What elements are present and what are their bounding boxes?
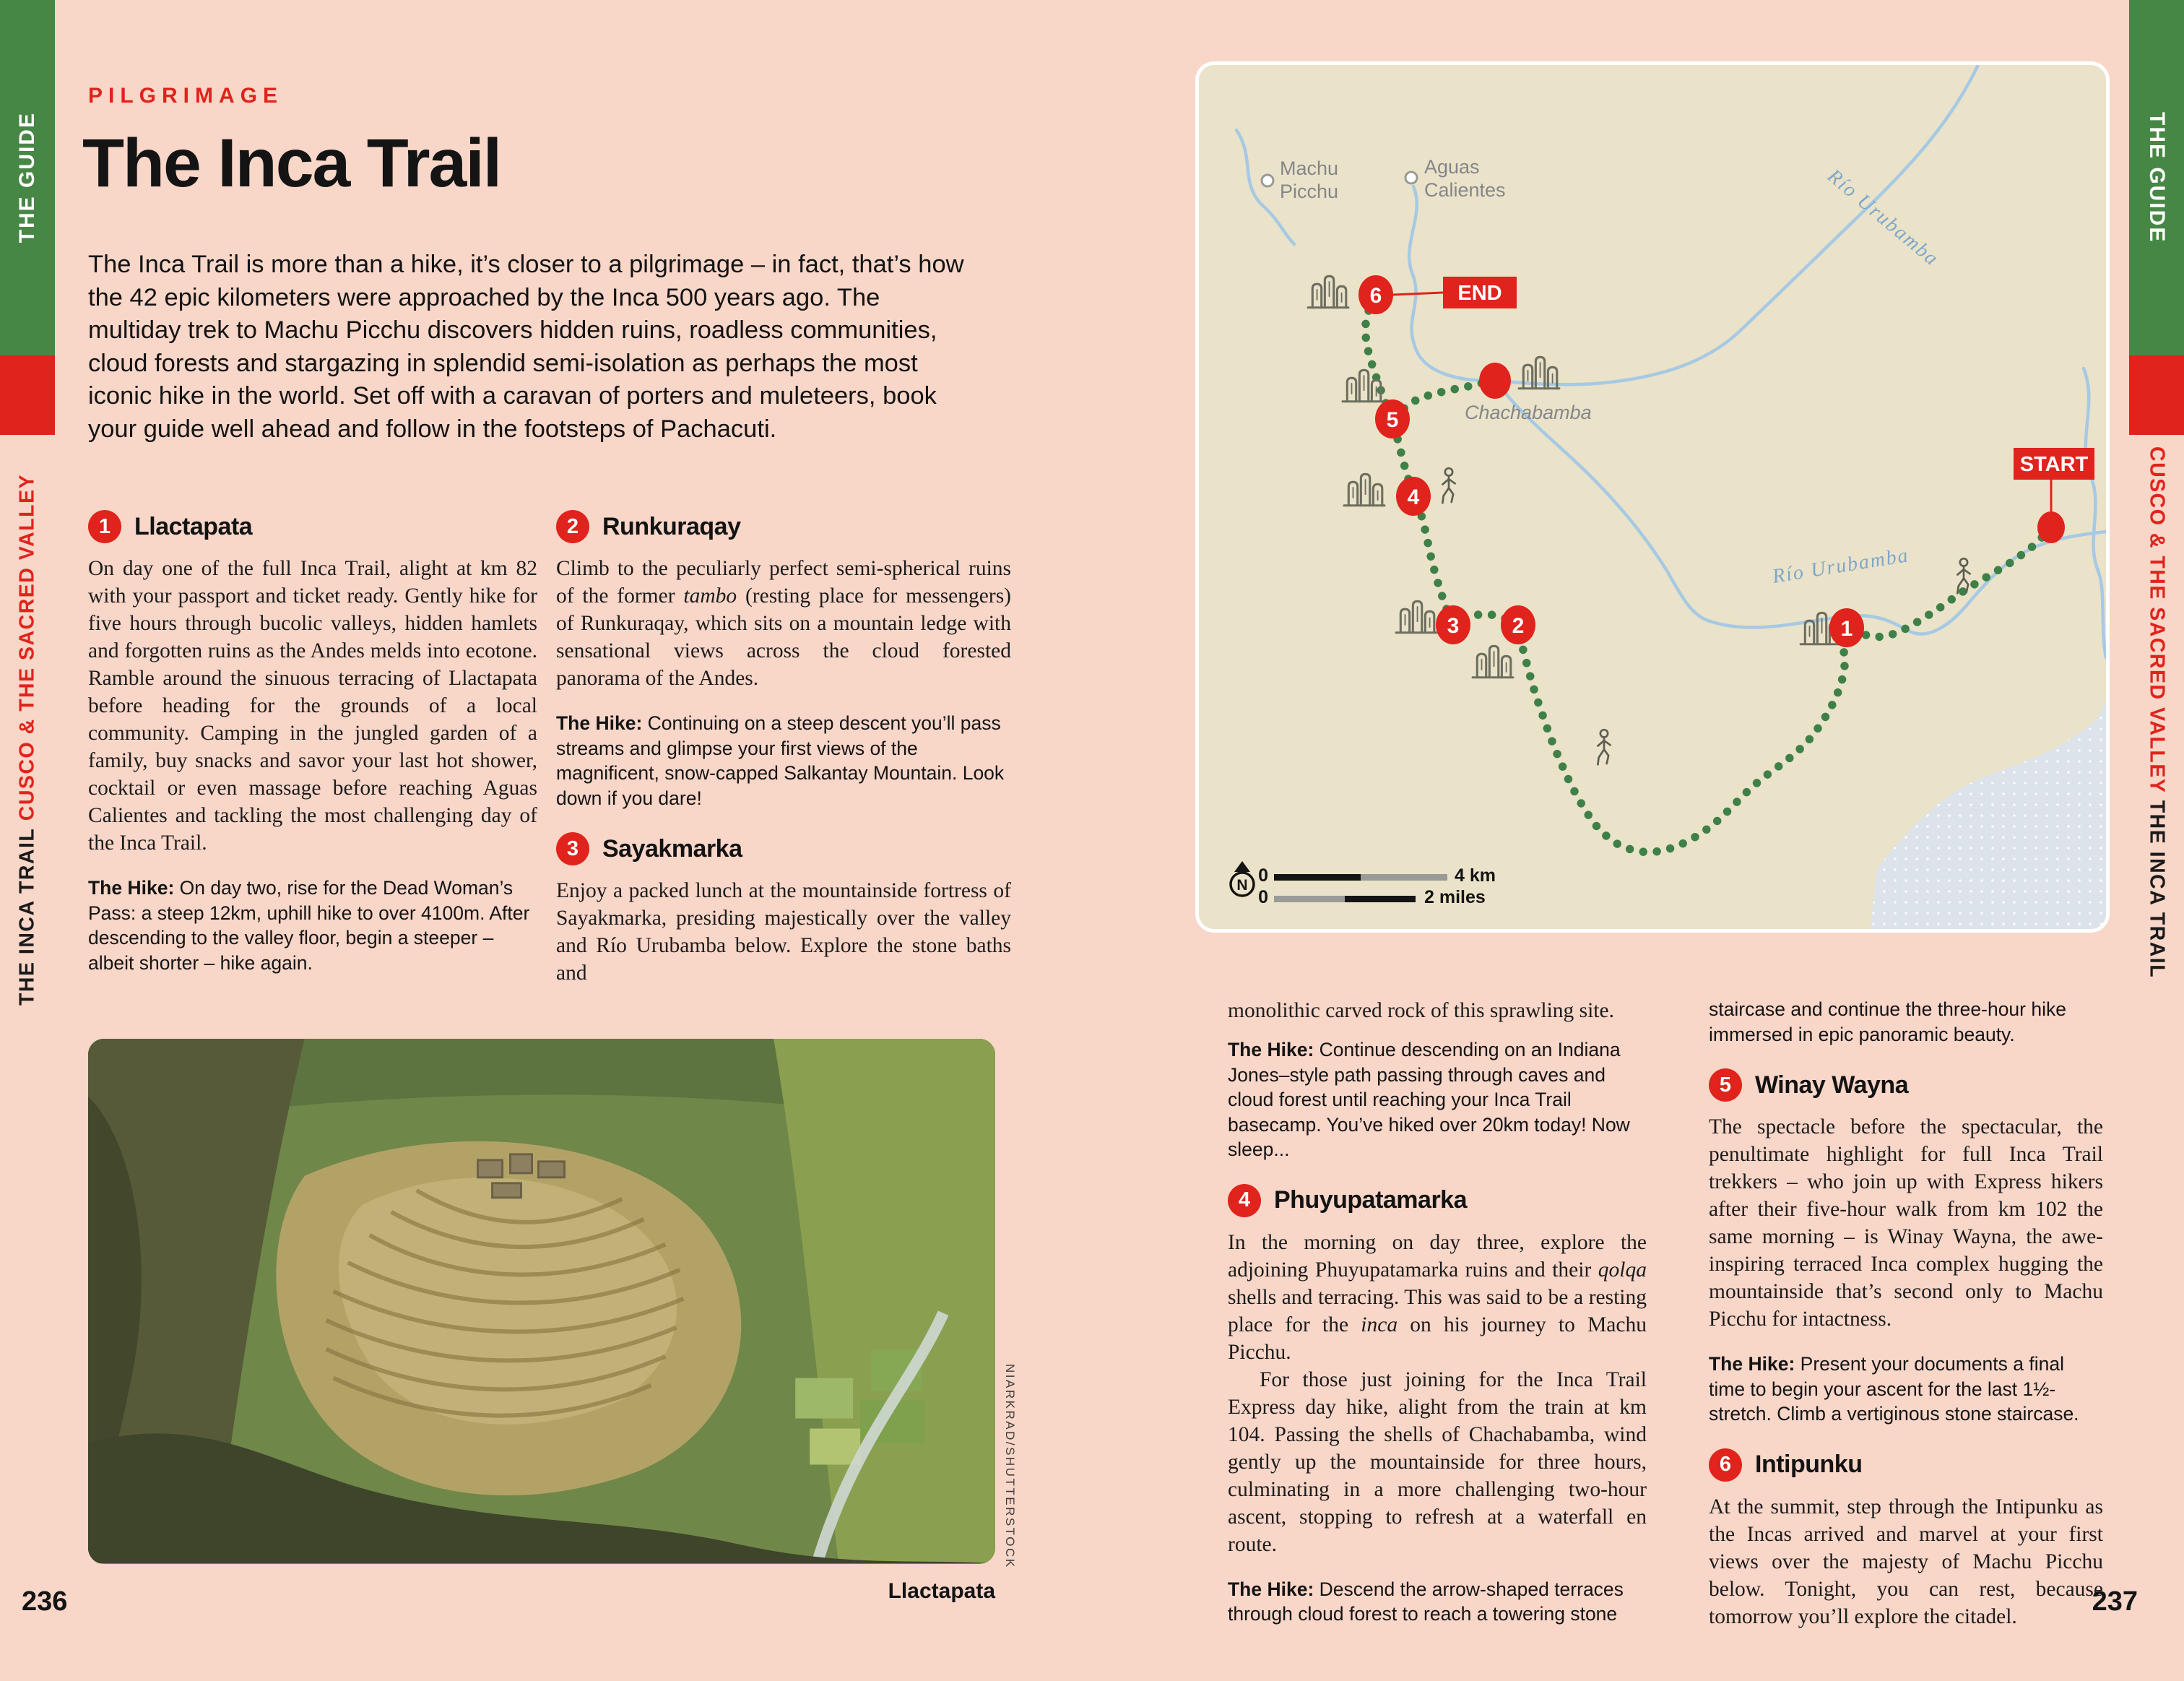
machu-picchu-dot (1262, 175, 1273, 186)
right-spine-section: THE INCA TRAIL (2145, 800, 2169, 979)
start-dot (2037, 511, 2065, 543)
right-guide-label: THE GUIDE (2145, 112, 2169, 243)
start-label: START (2019, 453, 2089, 476)
marker-4-badge: 4 (1228, 1184, 1261, 1217)
section-llactapata-title: Llactapata (134, 512, 253, 540)
page-number-right: 237 (2092, 1586, 2138, 1617)
hike-label: The Hike: (88, 877, 175, 899)
section-winay-wayna-body: The spectacle before the spectacular, the penultimate highlight for full Inca Trail trekkers – who join up with Express hikers after their five-hour walk from km 102 the same morning – is Winay Wayna, the awe-inspiring terraced Inca complex hugging the mountainside that’s second only to Machu Picchu for intactness. (1709, 1115, 2103, 1331)
svg-text:0: 0 (1258, 865, 1268, 886)
right-spine-text (2129, 446, 2184, 1003)
right-page-column-2 (1709, 997, 2103, 1638)
machu-picchu-label: Machu (1280, 157, 1339, 179)
right-page-column-1 (1228, 997, 1647, 1634)
left-guide-label: THE GUIDE (15, 112, 39, 243)
right-spine-chapter: CUSCO & THE SACRED VALLEY (2145, 446, 2169, 794)
section-sayakmarka-heading (556, 832, 1011, 865)
map-canvas (1199, 65, 2106, 929)
sayakmarka-hike-note: The Hike: Continue descending on an Indiana Jones–style path passing through caves and cloud forest until reaching your Inca Trail basecamp. You’ve hiked over 20km today! Now sleep... (1228, 1039, 1630, 1160)
right-red-tab (2129, 355, 2184, 435)
map-marker-4: 4 (1407, 485, 1420, 509)
section-phuyupatamarka-heading (1228, 1184, 1647, 1217)
left-spine-text (0, 449, 55, 1006)
left-page-column-1 (88, 510, 537, 982)
aguas-calientes-label: Aguas (1424, 156, 1480, 178)
intro-paragraph: The Inca Trail is more than a hike, it’s closer to a pilgrimage – in fact, that’s how the 42 epic kilometers were approached by the Inca 500 years ago. The multiday trek to Machu Picchu discovers hidden ruins, roadless communities, cloud forests and stargazing in splendid semi-isolation as perhaps the most iconic hike in the world. Set off with a caravan of porters and muleteers, book your guide well ahead and follow in the footsteps of Pachacuti. (88, 251, 964, 443)
chachabamba-label: Chachabamba (1465, 402, 1592, 423)
left-spine-section: THE INCA TRAIL (15, 827, 39, 1006)
map-marker-2: 2 (1512, 614, 1525, 638)
phuyupatamarka-express-paragraph: For those just joining for the Inca Trail Express day hike, alight from the train at km 104. Passing the shells of Chachabamba, wind gently up the mountainside for three hours, culminating in a more challenging two-hour ascent, stopping to refresh at a waterfall en route. (1228, 1367, 1647, 1556)
section-runkuraqay-body: Climb to the peculiarly perfect semi-spherical ruins of the former tambo (resting place for messengers) of Runkuraqay, which sits on a mountain ledge with sensational views across the cloud forested panorama of the Andes. (556, 557, 1011, 690)
llactapata-photo-art (88, 1039, 995, 1563)
right-guide-tab (2129, 0, 2184, 355)
section-winay-wayna-heading (1709, 1068, 2103, 1102)
svg-text:Picchu: Picchu (1280, 181, 1339, 202)
svg-text:Calientes: Calientes (1424, 179, 1506, 201)
map-marker-1: 1 (1840, 617, 1853, 641)
section-sayakmarka-body: Enjoy a packed lunch at the mountainside fortress of Sayakmarka, presiding majestically over the valley and Río Urubamba below. Explore the stone baths and (556, 879, 1011, 985)
hike-label: The Hike: (1709, 1353, 1795, 1375)
hike-label: The Hike: (1228, 1578, 1314, 1600)
page-title: The Inca Trail (82, 125, 501, 202)
photo-credit: NIARKRAD/SHUTTERSTOCK (1003, 1364, 1017, 1569)
aguas-calientes-dot (1405, 172, 1417, 183)
runkuraqay-hike-note: The Hike: Continuing on a steep descent you’ll pass streams and glimpse your first views of the magnificent, snow-capped Salkantay Mountain. Look down if you dare! (556, 712, 1005, 809)
left-guide-tab (0, 0, 55, 355)
section-phuyupatamarka-body: In the morning on day three, explore the adjoining Phuyupatamarka ruins and their qolqa shells and terracing. This was said to be a resting place for the inca on his journey to Machu Picchu. (1228, 1230, 1647, 1364)
phuyupatamarka-hike-continuation: staircase and continue the three-hour hike immersed in epic panoramic beauty. (1709, 998, 2066, 1045)
section-phuyupatamarka-title: Phuyupatamarka (1274, 1186, 1467, 1214)
eyebrow-pilgrimage: PILGRIMAGE (88, 84, 284, 108)
photo-caption: Llactapata (888, 1579, 995, 1603)
map-marker-3: 3 (1447, 614, 1460, 638)
left-page-column-2 (556, 510, 1011, 994)
section-llactapata-heading (88, 510, 537, 543)
phuyupatamarka-hike-note: The Hike: Descend the arrow-shaped terraces through cloud forest to reach a towering stone (1228, 1578, 1624, 1625)
svg-text:0: 0 (1258, 887, 1268, 907)
section-llactapata-body: On day one of the full Inca Trail, alight at km 82 with your passport and ticket ready. Gently hike for five hours through bucolic valleys, hidden hamlets and forgotten ruins as the Andes melds into ecotone. Ramble around the sinuous terracing of Llactapata before heading for the grounds of a local community. Camping in the jungled garden of a family, buy snacks and savor your last hot shower, cocktail or even massage before reaching Aguas Calientes and tackling the most challenging day of the Inca Trail. (88, 557, 537, 855)
llactapata-photo (88, 1039, 995, 1564)
marker-5-badge: 5 (1709, 1068, 1742, 1102)
hike-label: The Hike: (556, 712, 643, 734)
section-intipunku-heading (1709, 1448, 2103, 1482)
scale-km-label: 4 km (1455, 865, 1496, 886)
inca-trail-map (1195, 61, 2110, 933)
sayakmarka-continuation: monolithic carved rock of this sprawling site. (1228, 999, 1614, 1022)
section-runkuraqay-heading (556, 510, 1011, 543)
rio-urubamba-label-valley: Río Urubamba (1770, 544, 1911, 588)
map-marker-5: 5 (1386, 408, 1399, 432)
marker-6-badge: 6 (1709, 1448, 1742, 1482)
section-sayakmarka-title: Sayakmarka (602, 834, 742, 863)
left-spine-chapter: CUSCO & THE SACRED VALLEY (15, 473, 39, 821)
section-intipunku-body: At the summit, step through the Intipunku as the Incas arrived and marvel at your first views over the majesty of Machu Picchu below. Tonight, you can rest, because tomorrow you’ll explore the citadel. (1709, 1495, 2103, 1628)
hike-label: The Hike: (1228, 1039, 1314, 1060)
page-number-left: 236 (22, 1586, 68, 1617)
section-winay-wayna-title: Winay Wayna (1755, 1071, 1909, 1099)
section-runkuraqay-title: Runkuraqay (602, 512, 741, 540)
chachabamba-access-dot (1479, 363, 1511, 399)
scale-miles-label: 2 miles (1424, 887, 1486, 907)
winay-wayna-hike-note: The Hike: Present your documents a final time to begin your ascent for the last 1½-stretch. Climb a vertiginous stone staircase. (1709, 1353, 2079, 1425)
marker-2-badge: 2 (556, 510, 589, 543)
llactapata-hike-note: The Hike: On day two, rise for the Dead Woman’s Pass: a steep 12km, uphill hike to over 4100m. After descending to the valley floor, begin a steeper – albeit shorter – hike again. (88, 877, 530, 974)
marker-3-badge: 3 (556, 832, 589, 865)
rio-urubamba-label-upper: Río Urubamba (1823, 165, 1944, 271)
end-label: END (1457, 282, 1502, 305)
marker-1-badge: 1 (88, 510, 121, 543)
left-red-tab (0, 355, 55, 435)
map-marker-6: 6 (1369, 284, 1382, 308)
section-intipunku-title: Intipunku (1755, 1451, 1863, 1478)
svg-text:N: N (1236, 877, 1248, 894)
